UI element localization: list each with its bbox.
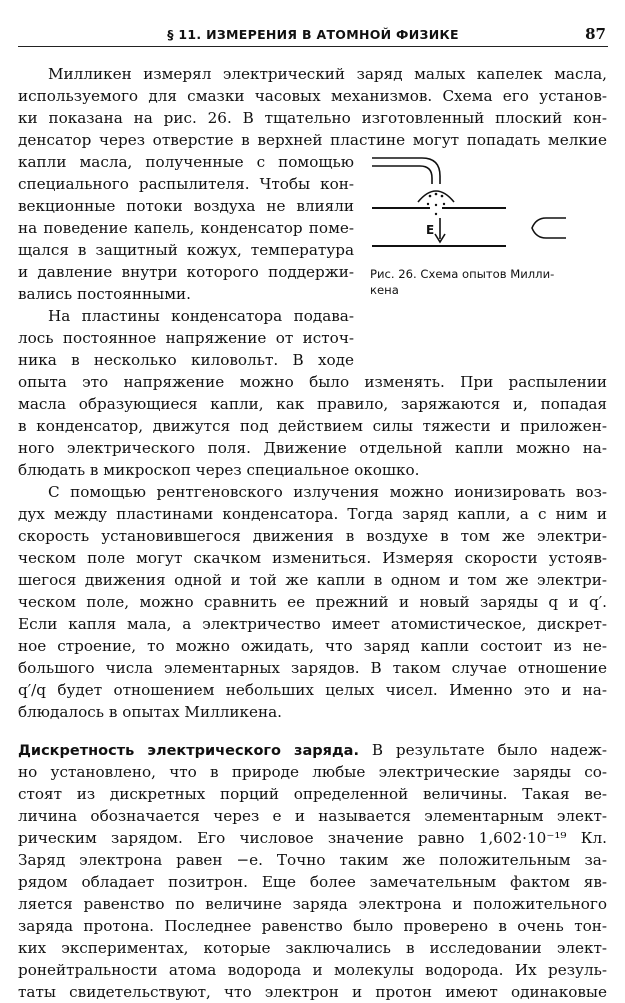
section-heading: Дискретность электрического заряда.	[18, 743, 359, 759]
text-line: рядом обладает позитрон. Еще более замечательным фактом яв-	[18, 873, 607, 891]
atomizer-nozzle	[418, 191, 454, 202]
text-line: денсатор через отверстие в верхней пластине могут попадать мелкие	[18, 131, 607, 149]
caption-line: кена	[370, 283, 399, 297]
text-line: шегося движения одной и той же капли в одном и том же электри-	[18, 571, 607, 589]
text-line: личина обозначается через e и называется элементарным элект-	[18, 807, 607, 825]
text-line: Если капля мала, а электричество имеет атомистическое, дискрет-	[18, 615, 607, 633]
atomizer-tube-inner	[372, 166, 432, 184]
text-line: ких экспериментах, которые заключались в исследовании элект-	[18, 939, 607, 957]
text-line: заряда протона. Последнее равенство было проверено в очень тон-	[18, 917, 607, 935]
text-fragment: В результате было надеж-	[358, 741, 607, 759]
text-line: q′/q будет отношением небольших целых чисел. Именно это и на-	[18, 681, 607, 699]
text-line: в конденсатор, движутся под действием силы тяжести и приложен-	[18, 417, 607, 435]
text-line: Заряд электрона равен −e. Точно таким же положительным за-	[18, 851, 607, 869]
text-line: и давление внутри которого поддержи-	[18, 263, 354, 281]
text-line: ческом поле, можно сравнить ее прежний и новый заряды q и q′.	[18, 593, 607, 611]
text-line: ки показана на рис. 26. В тщательно изготовленный плоский кон-	[18, 109, 607, 127]
text-line: скорость установившегося движения в воздухе в том же электри-	[18, 527, 607, 545]
figure-caption	[370, 266, 606, 298]
text-line: ляется равенство по величине заряда электрона и положительного	[18, 895, 607, 913]
millikan-diagram	[370, 150, 610, 262]
text-line: блюдать в микроскоп через специальное окошко.	[18, 461, 420, 479]
text-line: блюдалось в опытах Милликена.	[18, 703, 282, 721]
text-line: ного электрического поля. Движение отдельной капли можно на-	[18, 439, 607, 457]
text-line: ческом поле могут скачком измениться. Измеряя скорости устояв-	[18, 549, 607, 567]
text-line: стоят из дискретных порций определенной величины. Такая ве-	[18, 785, 607, 803]
text-line: специального распылителя. Чтобы кон-	[18, 175, 354, 193]
text-line: таты свидетельствуют, что электрон и протон имеют одинаковые	[18, 983, 607, 1001]
microscope	[532, 218, 566, 238]
running-header	[18, 24, 608, 47]
text-line: лось постоянное напряжение от источ-	[18, 329, 354, 347]
text-line: дух между пластинами конденсатора. Тогда заряд капли, а с ним и	[18, 505, 607, 523]
text-line: векционные потоки воздуха не влияли	[18, 197, 354, 215]
text-line: щался в защитный кожух, температура	[18, 241, 354, 259]
text-line: капли масла, полученные с помощью	[18, 153, 354, 171]
field-label: E	[426, 223, 435, 237]
text-line: рическим зарядом. Его числовое значение равно 1,602·10⁻¹⁹ Кл.	[18, 829, 607, 847]
text-line: вались постоянными.	[18, 285, 191, 303]
text-line: ное строение, то можно ожидать, что заряд капли состоит из не-	[18, 637, 607, 655]
text-line: ронейтральности атома водорода и молекулы водорода. Их резуль-	[18, 961, 607, 979]
oil-droplets	[427, 193, 445, 216]
text-line: ника в несколько киловольт. В ходе	[18, 351, 354, 369]
text-line: С помощью рентгеновского излучения можно ионизировать воз-	[48, 483, 607, 501]
text-line: опыта это напряжение можно было изменять. При распылении	[18, 373, 607, 391]
text-line: Милликен измерял электрический заряд малых капелек масла,	[48, 65, 607, 83]
text-line: но установлено, что в природе любые электрические заряды со-	[18, 763, 607, 781]
text-line: На пластины конденсатора подава-	[48, 307, 354, 325]
text-line: на поведение капель, конденсатор поме-	[18, 219, 354, 237]
page-number: 87	[585, 25, 606, 43]
caption-line: Рис. 26. Схема опытов Милли-	[370, 267, 555, 281]
section-first-line	[18, 739, 607, 761]
text-line: большого числа элементарных зарядов. В таком случае отношение	[18, 659, 607, 677]
figure-millikan-setup	[370, 150, 610, 300]
running-title: § 11. ИЗМЕРЕНИЯ В АТОМНОЙ ФИЗИКЕ	[167, 27, 459, 42]
text-line: масла образующиеся капли, как правило, заряжаются и, попадая	[18, 395, 607, 413]
text-line: используемого для смазки часовых механизмов. Схема его установ-	[18, 87, 607, 105]
